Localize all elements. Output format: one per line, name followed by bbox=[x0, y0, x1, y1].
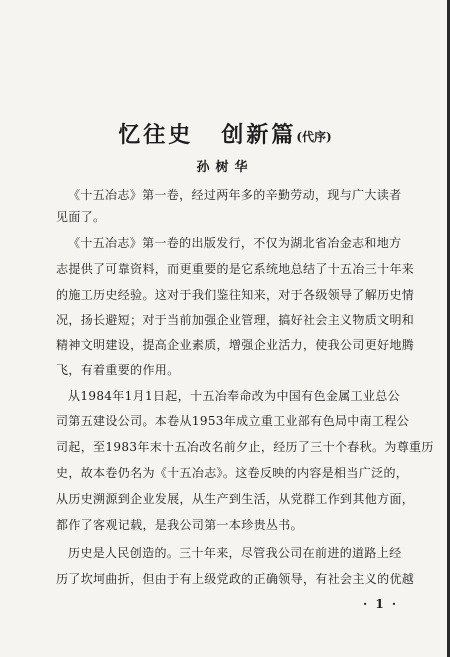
paragraph-1-line-2: 见面了。 bbox=[56, 210, 106, 224]
paragraph-2-line-2: 志提供了可靠资料，而更重要的是它系统地总结了十五冶三十年来 bbox=[56, 262, 415, 276]
paragraph-2-line-4: 况，扬长避短；对于当前加强企业管理，搞好社会主义物质文明和 bbox=[56, 313, 415, 327]
paragraph-3-line-5: 从历史溯源到企业发展，从生产到生活，从党群工作到其他方面， bbox=[56, 492, 415, 506]
title-part-2: 创新篇 bbox=[221, 122, 297, 148]
title-suffix: (代序) bbox=[296, 130, 332, 144]
page-title bbox=[0, 118, 450, 149]
paragraph-3-line-3: 司起，至1983年末十五冶改名前夕止，经历了三十个春秋。为尊重历 bbox=[56, 440, 434, 454]
paragraph-1-line-1: 《十五冶志》第一卷，经过两年多的辛勤劳动，现与广大读者 bbox=[68, 188, 402, 202]
paragraph-3-line-1: 从1984年1月1日起，十五冶奉命改为中国有色金属工业总公 bbox=[68, 389, 400, 403]
title-part-1: 忆往史 bbox=[118, 122, 194, 148]
paragraph-2-line-5: 精神文明建设，提高企业素质，增强企业活力，使我公司更好地腾 bbox=[56, 338, 415, 352]
paragraph-4-line-2: 历了坎坷曲折，但由于有上级党政的正确领导，有社会主义的优越 bbox=[56, 572, 415, 586]
paragraph-3-line-6: 都作了客观记载，是我公司第一本珍贵丛书。 bbox=[56, 518, 304, 532]
paragraph-2-line-3: 的施工历史经验。这对于我们鉴往知来，对于各级领导了解历史情 bbox=[56, 288, 415, 302]
paragraph-2-line-1: 《十五冶志》第一卷的出版发行，不仅为湖北省冶金志和地方 bbox=[68, 236, 402, 250]
paragraph-3-line-4: 史，故本卷仍名为《十五冶志》。这卷反映的内容是相当广泛的， bbox=[56, 466, 409, 480]
paragraph-4-line-1: 历史是人民创造的。三十年来，尽管我公司在前进的道路上经 bbox=[68, 546, 402, 560]
paragraph-2-line-6: 飞，有着重要的作用。 bbox=[56, 363, 180, 377]
page-number: · 1 · bbox=[363, 597, 399, 611]
author-name: 孙树华 bbox=[196, 160, 254, 175]
paragraph-3-line-2: 司第五建设公司。本卷从1953年成立重工业部有色局中南工程公 bbox=[56, 414, 410, 428]
